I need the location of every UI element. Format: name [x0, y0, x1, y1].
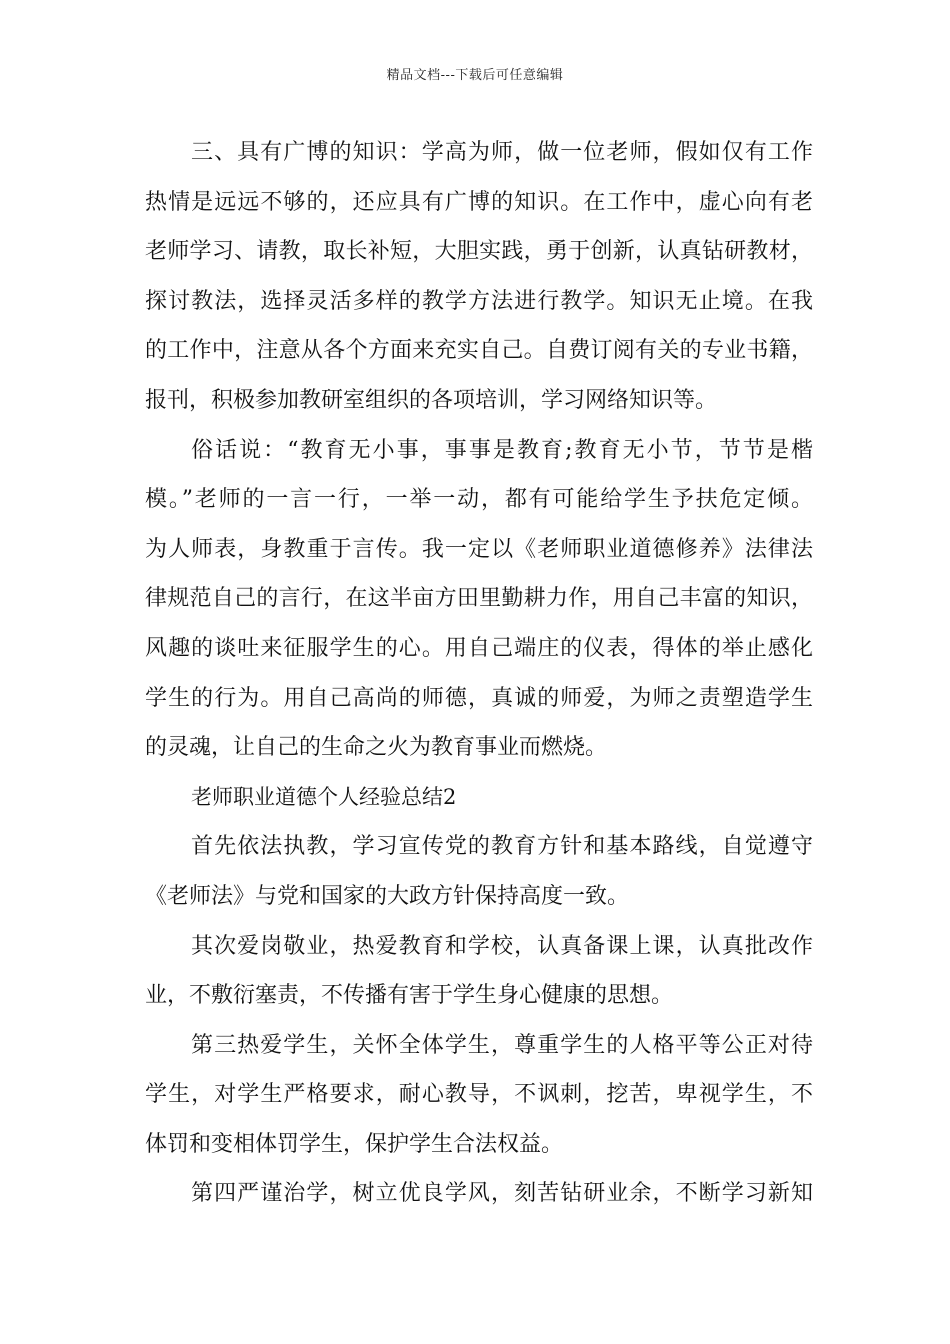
text-line: 学生的行为。用自己高尚的师德，真诚的师爱，为师之责塑造学生	[145, 685, 813, 711]
text-line: 模。”老师的一言一行，一举一动，都有可能给学生予扶危定倾。	[145, 487, 813, 513]
text-line: 风趣的谈吐来征服学生的心。用自己端庄的仪表，得体的举止感化	[145, 635, 813, 661]
text-line: 业，不敷衍塞责，不传播有害于学生身心健康的思想。	[145, 983, 674, 1009]
text-line: 报刊，积极参加教研室组织的各项培训，学习网络知识等。	[145, 387, 718, 413]
text-line: 的工作中，注意从各个方面来充实自己。自费订阅有关的专业书籍，	[145, 338, 813, 364]
text-line: 第四严谨治学，树立优良学风，刻苦钻研业余，不断学习新知	[191, 1181, 813, 1207]
text-line: 其次爱岗敬业，热爱教育和学校，认真备课上课，认真批改作	[191, 933, 813, 959]
text-line: 老师学习、请教，取长补短，大胆实践，勇于创新，认真钻研教材，	[145, 239, 813, 265]
text-line: 探讨教法，选择灵活多样的教学方法进行教学。知识无止境。在我	[145, 288, 813, 314]
document-body	[145, 128, 813, 1219]
text-line: 第三热爱学生，关怀全体学生，尊重学生的人格平等公正对待	[191, 1032, 813, 1058]
text-line: 为人师表，身教重于言传。我一定以《老师职业道德修养》法律法	[145, 536, 813, 562]
text-line: 的灵魂，让自己的生命之火为教育事业而燃烧。	[145, 735, 608, 761]
section-heading: 老师职业道德个人经验总结2	[191, 784, 457, 809]
text-line: 热情是远远不够的，还应具有广博的知识。在工作中，虚心向有老	[145, 189, 813, 215]
text-line: 首先依法执教，学习宣传党的教育方针和基本路线，自觉遵守	[191, 834, 813, 860]
text-line: 三、具有广博的知识：学高为师，做一位老师，假如仅有工作	[191, 140, 813, 165]
text-line: 律规范自己的言行，在这半亩方田里勤耕力作，用自己丰富的知识，	[145, 586, 813, 612]
text-line: 俗话说：“教育无小事，事事是教育;教育无小节，节节是楷	[191, 437, 813, 463]
page-header: 精品文档---下载后可任意编辑	[386, 68, 564, 83]
text-line: 学生，对学生严格要求，耐心教导，不讽刺，挖苦，卑视学生，不	[145, 1082, 813, 1108]
text-line: 《老师法》与党和国家的大政方针保持高度一致。	[145, 883, 630, 909]
text-line: 体罚和变相体罚学生，保护学生合法权益。	[145, 1131, 564, 1157]
